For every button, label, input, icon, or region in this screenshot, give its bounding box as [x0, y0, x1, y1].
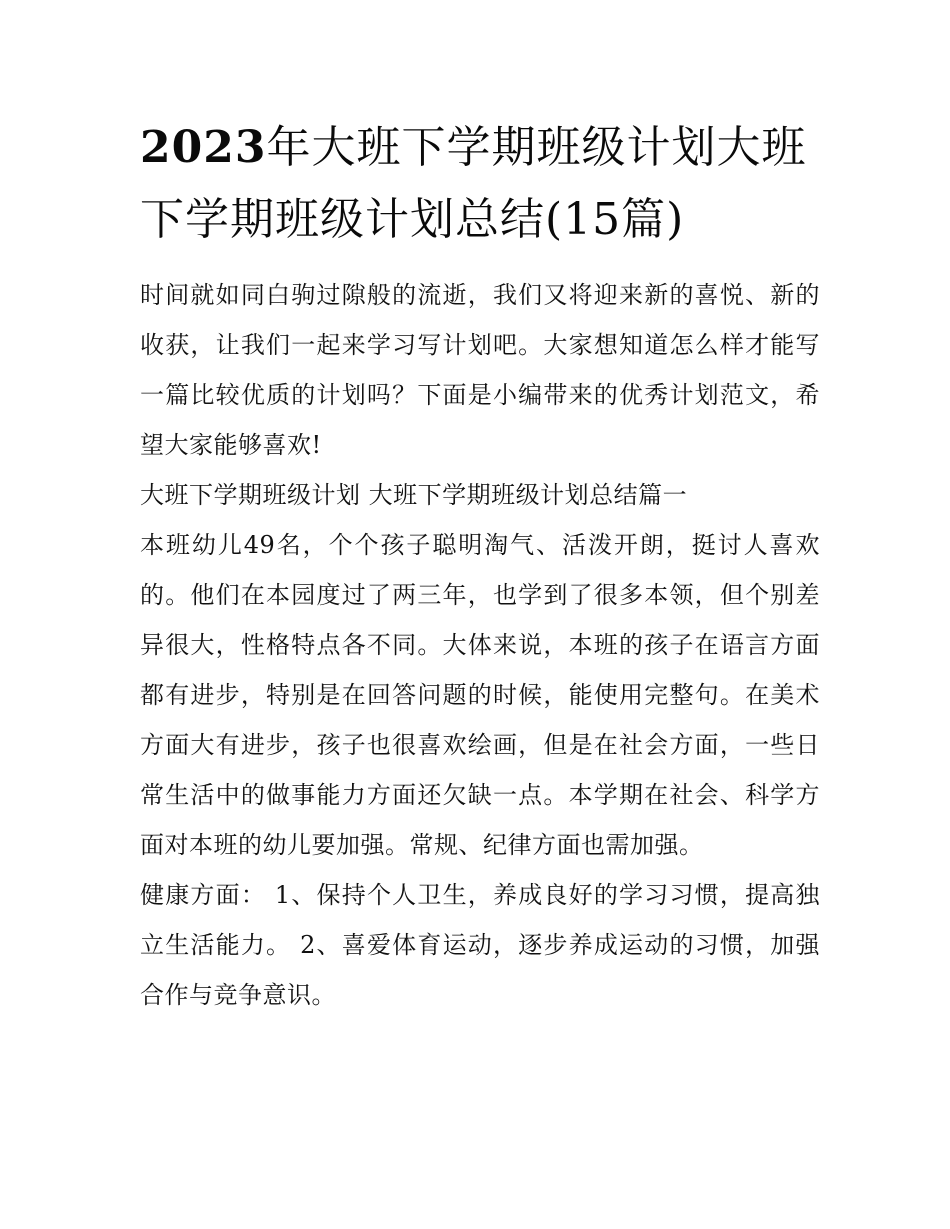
title-year: 2023: [140, 122, 267, 173]
document-page: [140, 112, 820, 1020]
class-overview-paragraph: 本班幼儿49名，个个孩子聪明淘气、活泼开朗，挺讨人喜欢的。他们在本园度过了两三年，也学到了很多本领，但个别差异很大，性格特点各不同。大体来说，本班的孩子在语言方面都有进步，特别是在回答问题的时候，能使用完整句。在美术方面大有进步，孩子也很喜欢绘画，但是在社会方面，一些日常生活中的做事能力方面还欠缺一点。本学期在社会、科学方面对本班的幼儿要加强。常规、纪律方面也需加强。: [140, 531, 820, 859]
health-goals-paragraph: 健康方面： 1、保持个人卫生，养成良好的学习习惯，提高独立生活能力。 2、喜爱体育运动，逐步养成运动的习惯，加强合作与竞争意识。: [140, 881, 820, 1009]
document-title: [140, 112, 820, 256]
section-heading: 大班下学期班级计划 大班下学期班级计划总结篇一: [140, 481, 688, 509]
title-text: 年大班下学期班级计划大班下学期班级计划总结(15篇): [140, 122, 807, 245]
intro-paragraph: 时间就如同白驹过隙般的流逝，我们又将迎来新的喜悦、新的收获，让我们一起来学习写计划吧。大家想知道怎么样才能写一篇比较优质的计划吗？下面是小编带来的优秀计划范文，希望大家能够喜欢!: [140, 281, 820, 459]
